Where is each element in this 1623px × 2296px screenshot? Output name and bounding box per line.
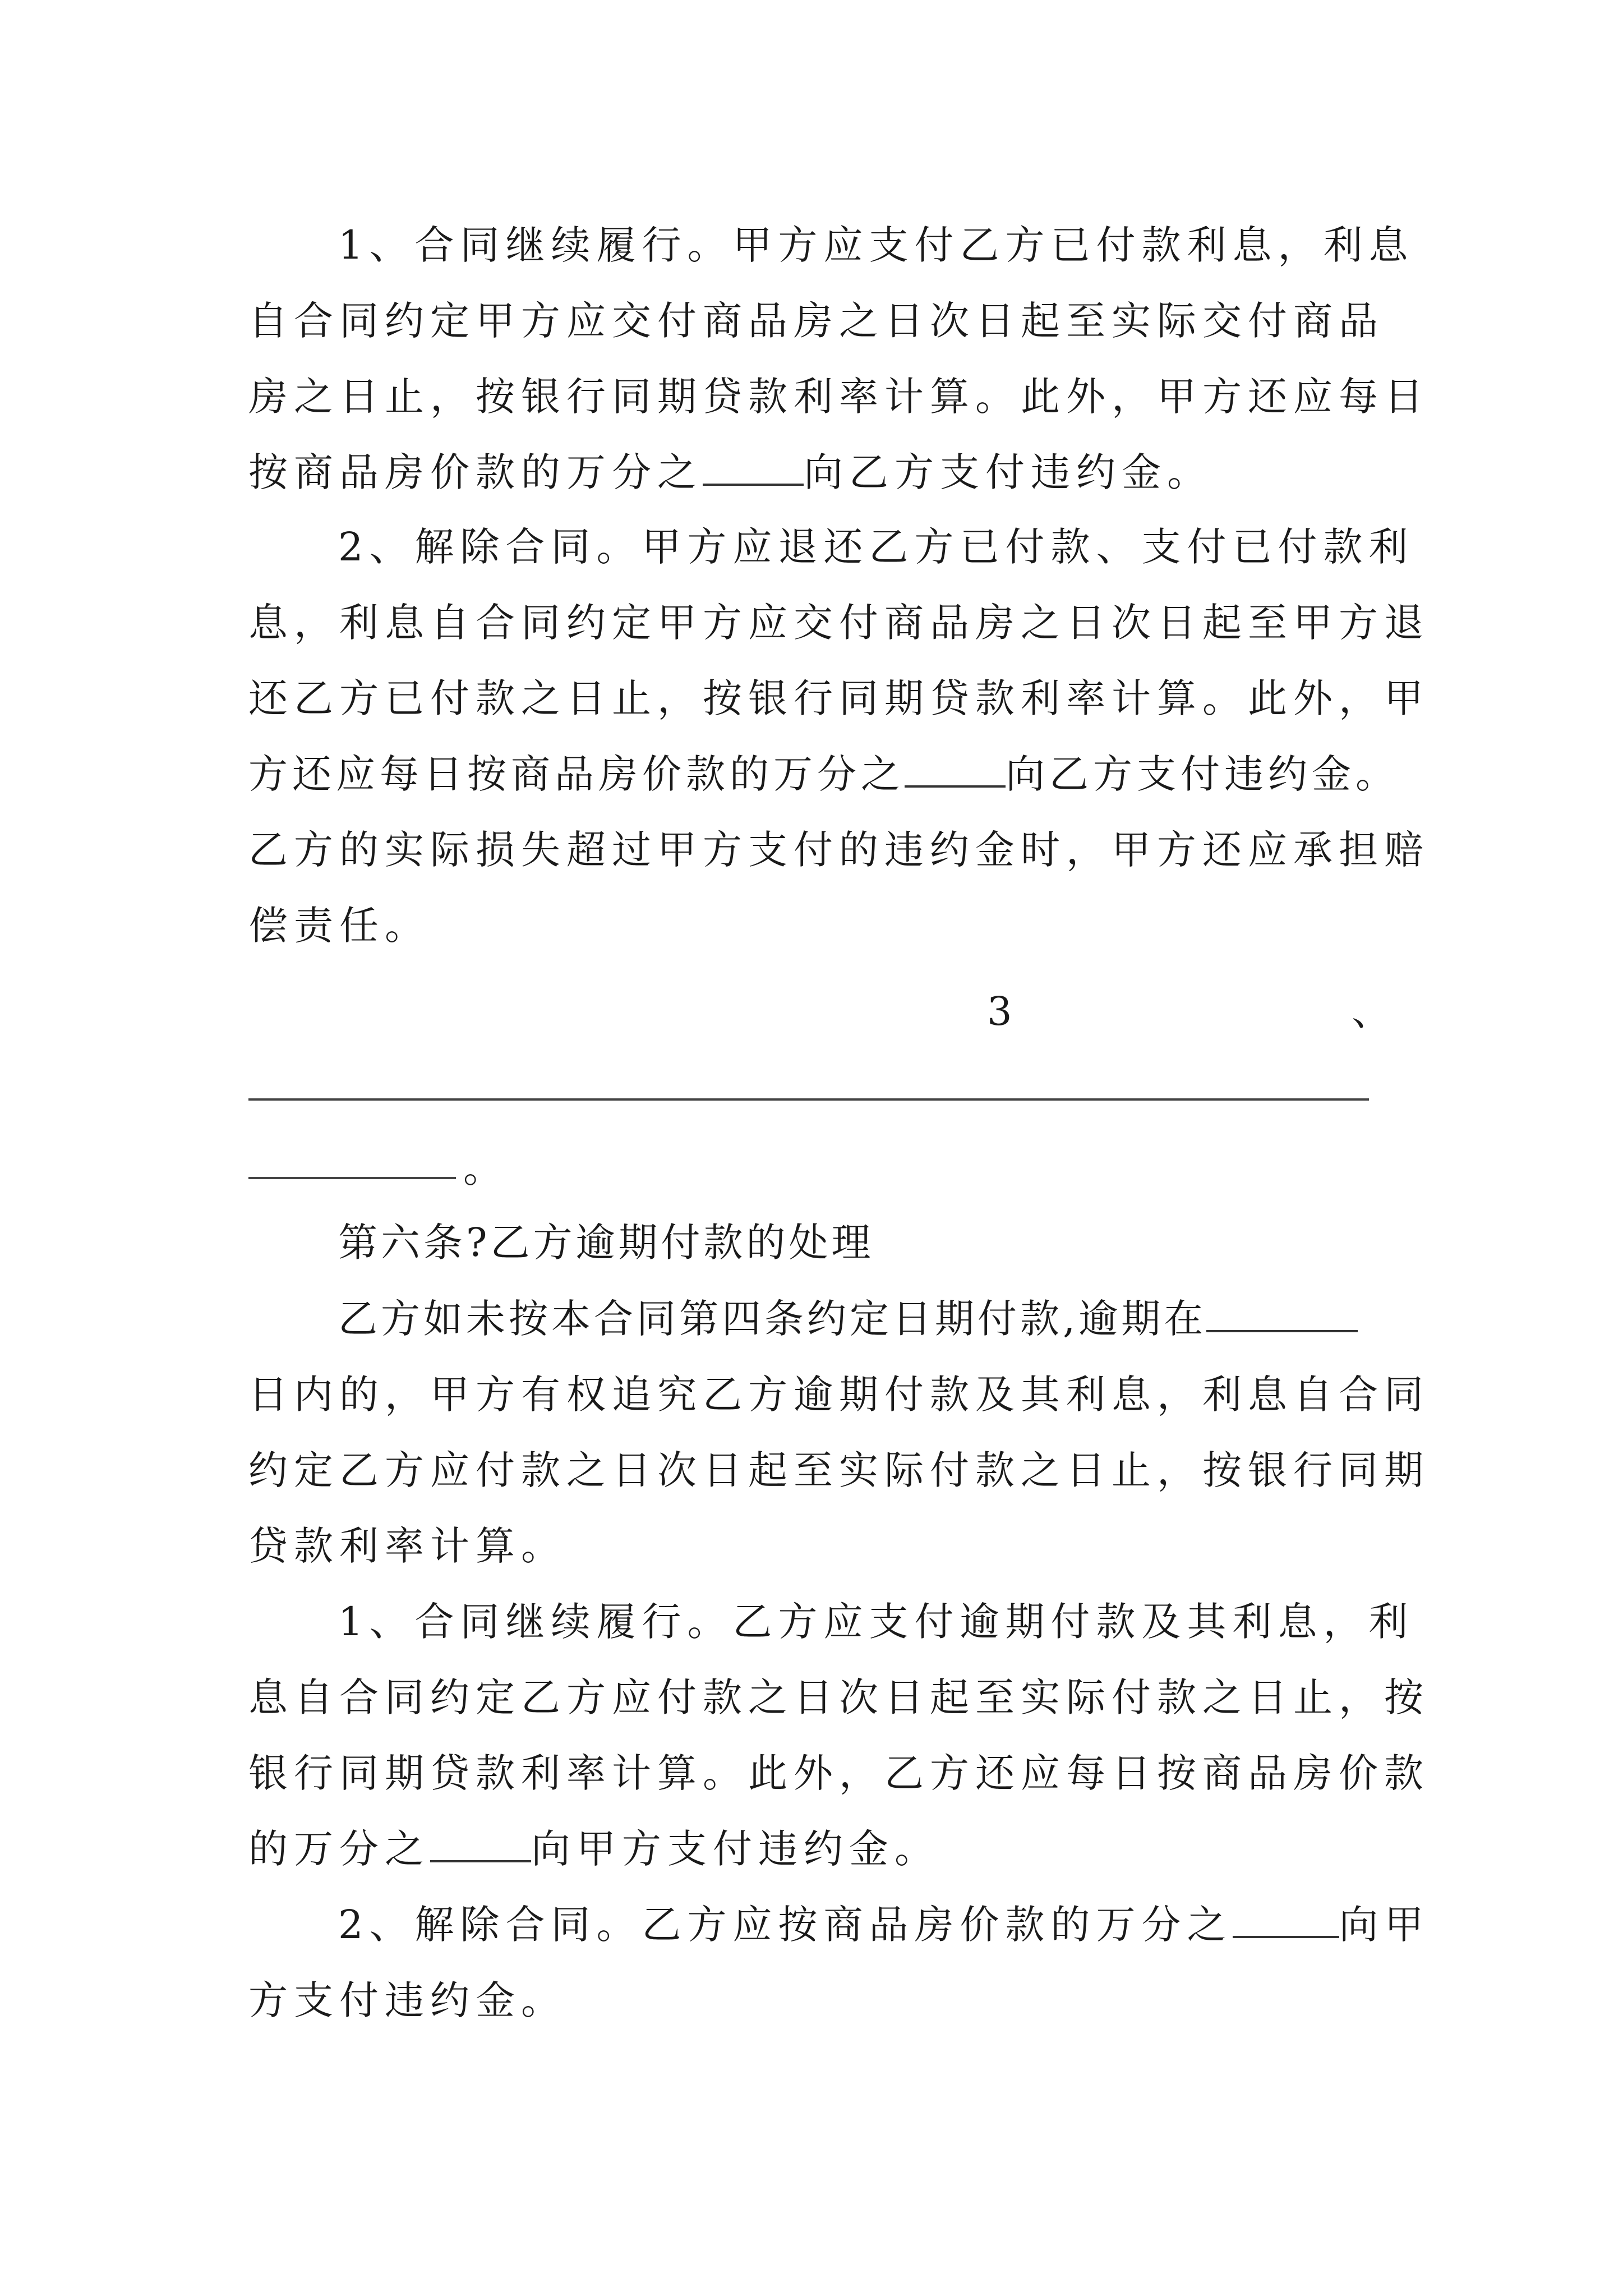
a6-item2-line-1-tail: 向甲 (1339, 1902, 1430, 1948)
p1-line-4 (248, 447, 1212, 498)
a6-item1-line-3: 银行同期贷款利率计算。此外，乙方还应每日按商品房价款 (248, 1750, 1430, 1796)
a6-intro-line-1-text: 乙方如未按本合同第四条约定日期付款,逾期在 (338, 1296, 1207, 1342)
a6-item1-line-4 (248, 1824, 940, 1874)
p1-line-3: 房之日止，按银行同期贷款利率计算。此外，甲方还应每日 (248, 374, 1430, 420)
p2-line-6: 偿责任。 (248, 903, 430, 949)
a6-item2-line-1 (338, 1899, 1430, 1950)
fill-blank (430, 1825, 531, 1862)
a6-intro-line-3: 约定乙方应付款之日次日起至实际付款之日止，按银行同期 (248, 1447, 1430, 1493)
item-3-separator: 、 (1352, 988, 1391, 1034)
a6-intro-line-4: 贷款利率计算。 (248, 1523, 566, 1569)
a6-item2-line-1-text: 2、解除合同。乙方应按商品房价款的万分之 (338, 1902, 1233, 1948)
p2-line-4 (248, 749, 1399, 799)
p2-line-4-text: 方还应每日按商品房价款的万分之 (248, 751, 905, 797)
fill-blank (1206, 1295, 1358, 1332)
p2-line-2: 息，利息自合同约定甲方应交付商品房之日次日起至甲方退 (248, 600, 1430, 646)
fill-blank (1233, 1901, 1339, 1938)
item-3-number: 3 (987, 988, 1012, 1034)
p2-line-1: 2、解除合同。甲方应退还乙方已付款、支付已付款利 (338, 524, 1414, 570)
a6-item1-line-1: 1、合同继续履行。乙方应支付逾期付款及其利息，利 (338, 1599, 1414, 1645)
p1-line-4-text: 按商品房价款的万分之 (248, 449, 703, 495)
a6-item1-line-2: 息自合同约定乙方应付款之日次日起至实际付款之日止，按 (248, 1674, 1430, 1720)
a6-intro-line-2: 日内的，甲方有权追究乙方逾期付款及其利息，利息自合同 (248, 1372, 1430, 1418)
a6-item1-line-4-tail: 向甲方支付违约金。 (531, 1826, 940, 1872)
article-6-title: 第六条?乙方逾期付款的处理 (338, 1220, 874, 1266)
fill-line-short (248, 1177, 456, 1179)
a6-item2-line-2: 方支付违约金。 (248, 1977, 566, 2023)
p1-line-4-tail: 向乙方支付违约金。 (804, 449, 1212, 495)
item-3-end: 。 (463, 1145, 502, 1191)
fill-line-long (248, 1098, 1369, 1101)
fill-blank (905, 751, 1006, 788)
p1-line-1: 1、合同继续履行。甲方应支付乙方已付款利息，利息 (338, 222, 1414, 268)
fill-blank (703, 449, 804, 486)
p2-line-4-tail: 向乙方支付违约金。 (1006, 751, 1399, 797)
p2-line-3: 还乙方已付款之日止，按银行同期贷款利率计算。此外，甲 (248, 675, 1430, 721)
p1-line-2: 自合同约定甲方应交付商品房之日次日起至实际交付商品 (248, 298, 1384, 344)
a6-intro-line-1 (338, 1294, 1358, 1344)
p2-line-5: 乙方的实际损失超过甲方支付的违约金时，甲方还应承担赔 (248, 827, 1430, 873)
a6-item1-line-4-text: 的万分之 (248, 1826, 430, 1872)
